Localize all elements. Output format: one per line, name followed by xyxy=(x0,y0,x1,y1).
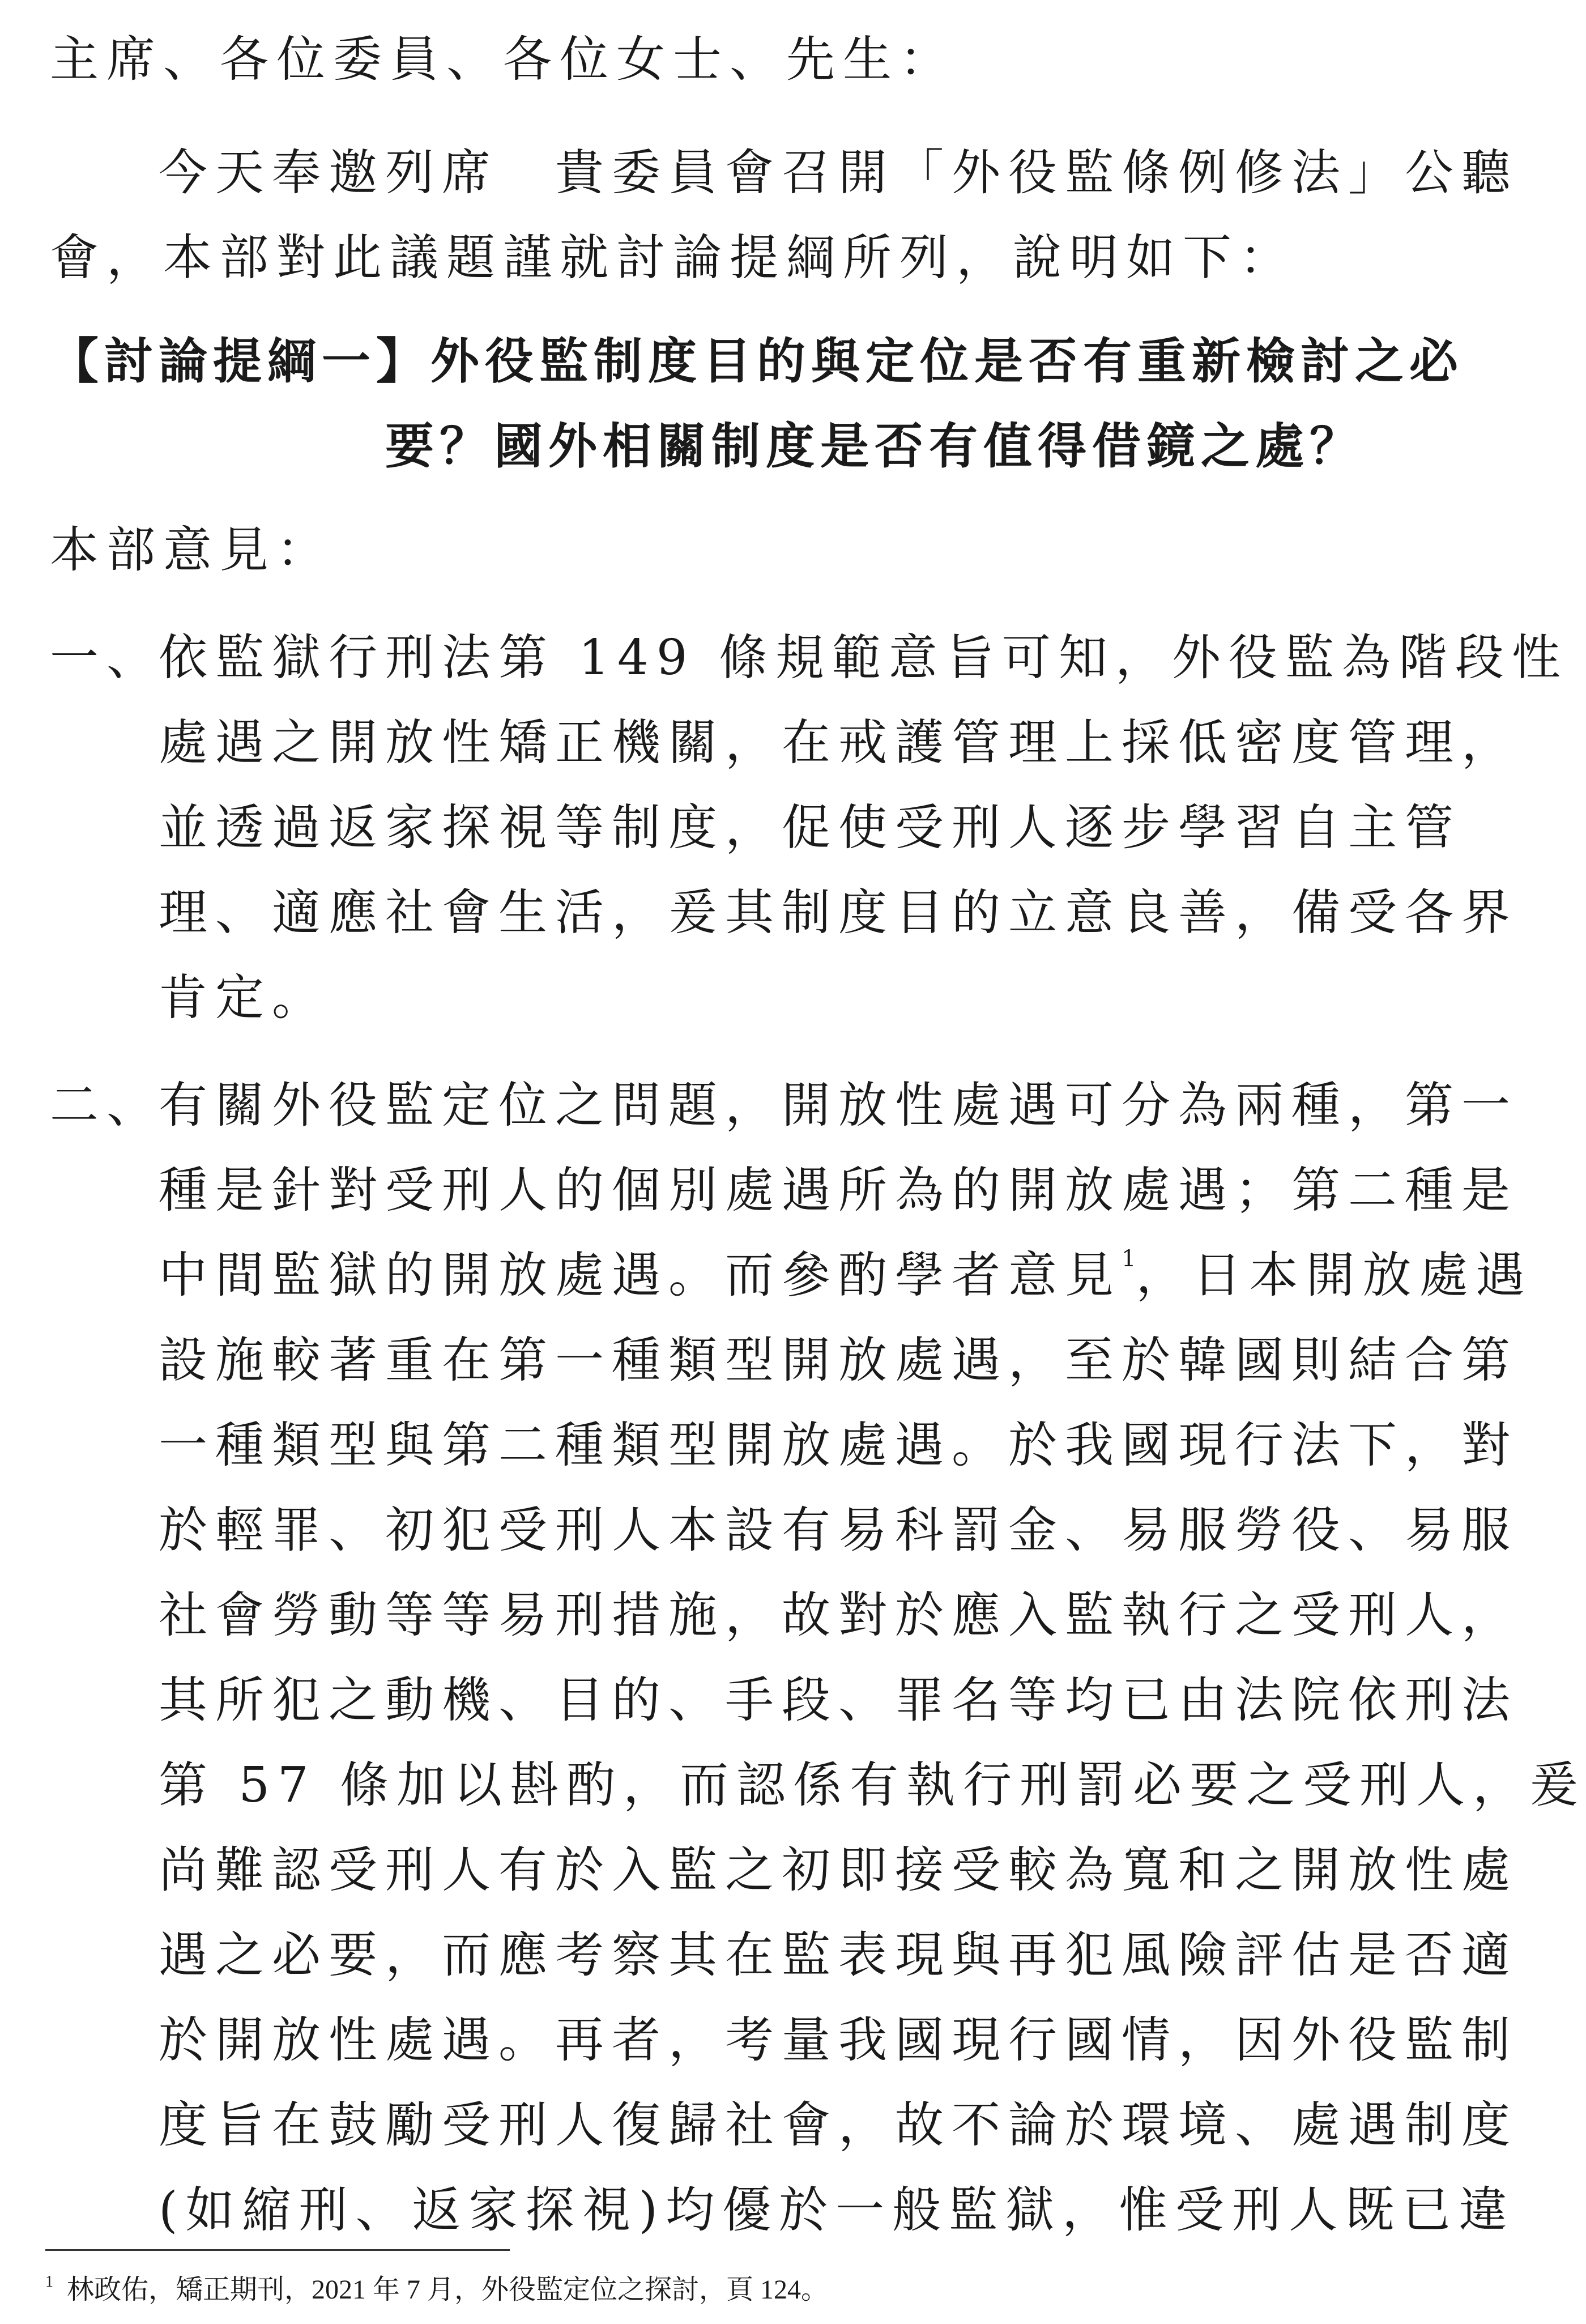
point-2-line: 種是針對受刑人的個別處遇所為的開放處遇；第二種是 xyxy=(159,1162,1518,1219)
point-2-line: 有關外役監定位之問題，開放性處遇可分為兩種，第一 xyxy=(159,1077,1518,1134)
point-2-line: 於輕罪、初犯受刑人本設有易科罰金、易服勞役、易服 xyxy=(159,1502,1518,1559)
topic-heading-line-1: 【討論提綱一】外役監制度目的與定位是否有重新檢討之必 xyxy=(50,333,1464,390)
point-2-line: 一種類型與第二種類型開放處遇。於我國現行法下，對 xyxy=(159,1417,1518,1474)
point-2-line: 第 57 條加以斟酌，而認係有執行刑罰必要之受刑人，爰 xyxy=(159,1757,1586,1814)
point-1-line: 處遇之開放性矯正機關，在戒護管理上採低密度管理， xyxy=(159,714,1518,771)
point-2-line: 尚難認受刑人有於入監之初即接受較為寬和之開放性處 xyxy=(159,1842,1518,1899)
point-1-line: 理、適應社會生活，爰其制度目的立意良善，備受各界 xyxy=(159,884,1518,941)
point-2-line-text: 中間監獄的開放處遇。而參酌學者意見 xyxy=(159,1247,1122,1304)
point-2-line: 設施較著重在第一種類型開放處遇，至於韓國則結合第 xyxy=(159,1332,1518,1389)
footnote xyxy=(45,2273,829,2305)
salutation: 主席、各位委員、各位女士、先生： xyxy=(50,31,956,88)
footnote-text: 林政佑，矯正期刊，2021 年 7 月，外役監定位之探討，頁 124。 xyxy=(67,2275,829,2305)
point-1-line: 依監獄行刑法第 149 條規範意旨可知，外役監為階段性 xyxy=(159,629,1568,686)
footnote-reference: 1 xyxy=(1122,1246,1136,1272)
intro-line-1: 今天奉邀列席 貴委員會召開「外役監條例修法」公聽 xyxy=(159,144,1518,201)
point-2-line: 遇之必要，而應考察其在監表現與再犯風險評估是否適 xyxy=(159,1927,1518,1984)
point-1-marker: 一、 xyxy=(50,629,163,686)
point-1-line: 並透過返家探視等制度，促使受刑人逐步學習自主管 xyxy=(159,799,1461,856)
point-2-line-text: ，日本開放處遇 xyxy=(1136,1247,1533,1304)
point-2-line: 度旨在鼓勵受刑人復歸社會，故不論於環境、處遇制度 xyxy=(159,2097,1518,2153)
point-2-line: (如縮刑、返家探視)均優於一般監獄，惟受刑人既已違 xyxy=(159,2182,1516,2238)
footnote-number: 1 xyxy=(45,2273,53,2291)
topic-heading-line-2: 要？國外相關制度是否有值得借鏡之處？ xyxy=(385,418,1364,475)
intro-line-2: 會，本部對此議題謹就討論提綱所列，說明如下： xyxy=(50,229,1296,286)
point-1-line: 肯定。 xyxy=(159,969,329,1026)
opinion-heading: 本部意見： xyxy=(50,522,333,578)
footnote-separator xyxy=(45,2249,510,2251)
point-2-line xyxy=(159,1246,1533,1304)
point-2-line: 其所犯之動機、目的、手段、罪名等均已由法院依刑法 xyxy=(159,1672,1518,1729)
point-2-marker: 二、 xyxy=(50,1077,163,1134)
point-2-line: 於開放性處遇。再者，考量我國現行國情，因外役監制 xyxy=(159,2012,1518,2068)
point-2-line: 社會勞動等等易刑措施，故對於應入監執行之受刑人， xyxy=(159,1587,1518,1644)
